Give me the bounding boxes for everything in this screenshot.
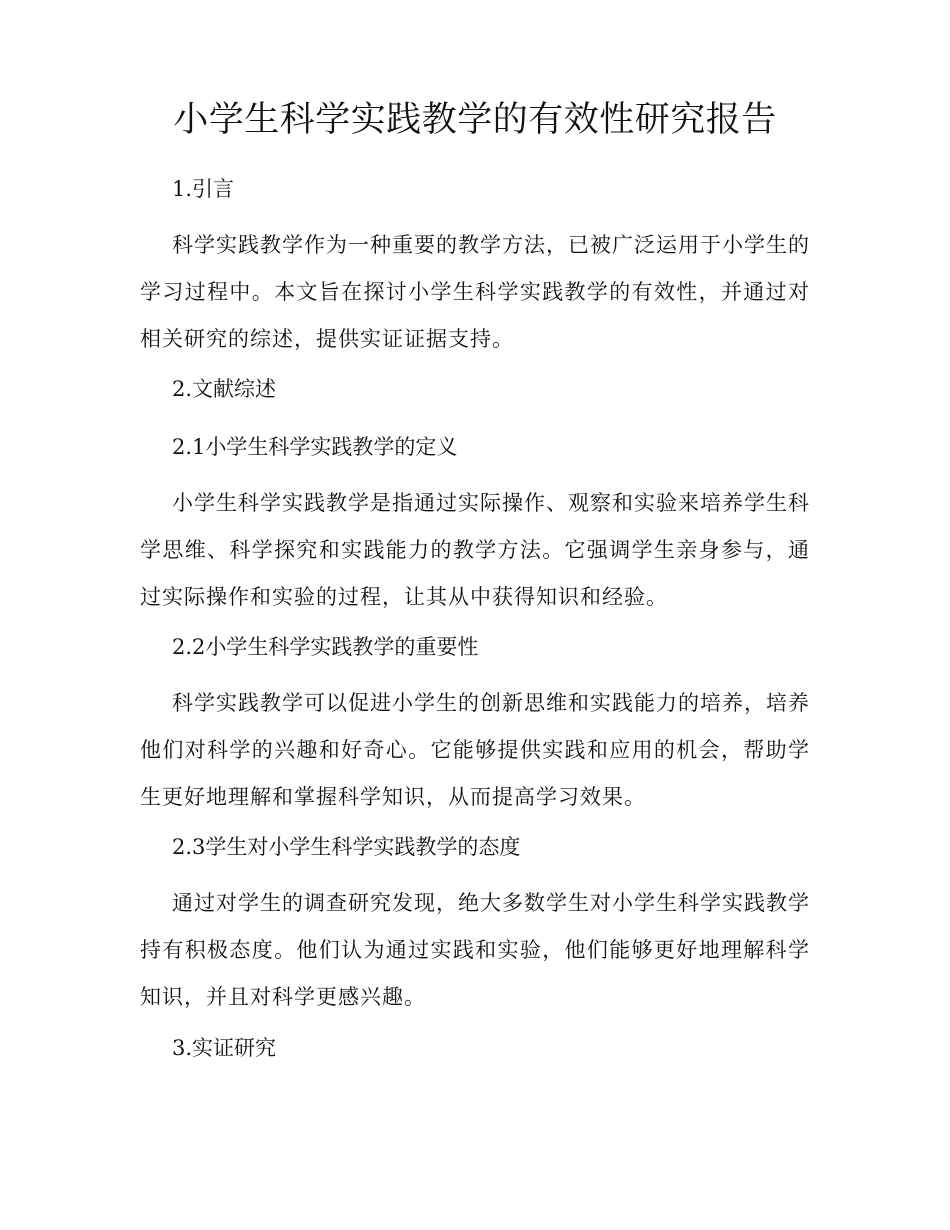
subsection-heading-attitude: 2.3学生对小学生科学实践教学的态度: [172, 835, 521, 859]
section-heading-empirical-study: 3.实证研究: [172, 1036, 277, 1060]
document-title: 小学生科学实践教学的有效性研究报告: [173, 100, 777, 140]
paragraph-introduction: 科学实践教学作为一种重要的教学方法，已被广泛运用于小学生的学习过程中。本文旨在探讨小学生科学实践教学的有效性，并通过对相关研究的综述，提供实证证据支持。: [140, 233, 810, 351]
paragraph-importance: 科学实践教学可以促进小学生的创新思维和实践能力的培养，培养他们对科学的兴趣和好奇心。它能够提供实践和应用的机会，帮助学生更好地理解和掌握科学知识，从而提高学习效果。: [140, 691, 810, 809]
subsection-heading-definition: 2.1小学生科学实践教学的定义: [172, 435, 458, 459]
paragraph-attitude: 通过对学生的调查研究发现，绝大多数学生对小学生科学实践教学持有积极态度。他们认为通过实践和实验，他们能够更好地理解科学知识，并且对科学更感兴趣。: [140, 891, 810, 1009]
section-heading-introduction: 1.引言: [172, 177, 235, 201]
subsection-heading-importance: 2.2小学生科学实践教学的重要性: [172, 635, 479, 659]
paragraph-definition: 小学生科学实践教学是指通过实际操作、观察和实验来培养学生科学思维、科学探究和实践能力的教学方法。它强调学生亲身参与，通过实际操作和实验的过程，让其从中获得知识和经验。: [140, 491, 810, 609]
section-heading-literature-review: 2.文献综述: [172, 377, 277, 401]
